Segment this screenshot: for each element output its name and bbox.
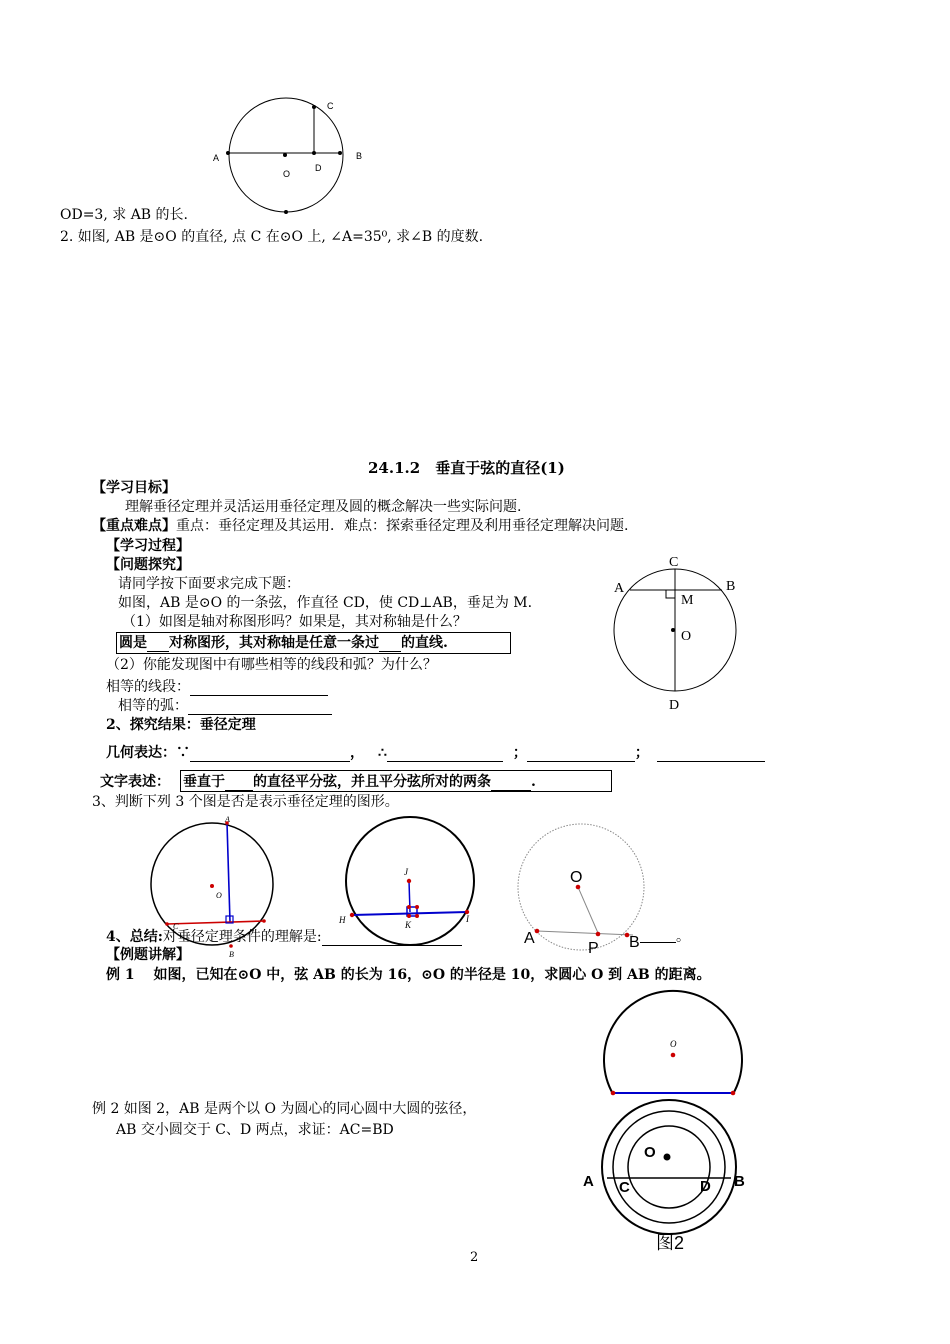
box2-part-3: . [531, 774, 536, 790]
label-o: O [644, 1144, 656, 1161]
example-2-line-1: 例 2 如图 2，AB 是两个以 O 为圆心的同心圆中大圆的弦径， [92, 1101, 477, 1117]
question-part-1: （1）如图是轴对称图形吗？如果是，其对称轴是什么？ [122, 614, 467, 630]
result-heading: 2、探究结果：垂径定理 [106, 717, 256, 733]
page-number: 2 [470, 1250, 479, 1265]
key-text: 重点：垂径定理及其运用．难点：探索垂径定理及利用垂径定理解决问题. [176, 518, 629, 534]
label-b: B [734, 1173, 745, 1190]
intro-line-2: 如图，AB 是⊙O 的一条弦，作直径 CD，使 CD⊥AB，垂足为 M. [118, 595, 533, 611]
section-title: 24.1.2 垂直于弦的直径(1) [368, 459, 565, 477]
box2-part-2: 的直径平分弦，并且平分弦所对的两条 [253, 774, 491, 790]
equal-segments-label: 相等的线段： [106, 679, 190, 695]
box1-part-3: 的直线. [401, 635, 448, 651]
label-a: A [614, 581, 625, 596]
geo-semicolon-2: ； [634, 745, 649, 761]
label-a: A [524, 930, 535, 947]
label-a: A [583, 1173, 594, 1190]
question-2: 2. 如图, AB 是⊙O 的直径, 点 C 在⊙O 上, ∠A=35⁰, 求∠B 的度数. [60, 229, 484, 245]
equal-arcs-label: 相等的弧： [118, 698, 188, 714]
label-p: P [588, 940, 599, 957]
text-expression-label: 文字表述： [100, 774, 170, 790]
label-o: O [283, 169, 291, 179]
summary-end: 。 [676, 929, 690, 945]
label-b: B [629, 934, 640, 951]
geo-comma: ， [350, 745, 364, 761]
label-j: J [404, 867, 408, 877]
box1-part-1: 圆是 [119, 635, 147, 651]
label-b: B [229, 950, 234, 959]
label-d: D [315, 163, 322, 173]
explore-heading: 【问题探究】 [106, 557, 190, 573]
label-o: O [216, 891, 222, 900]
intro-line-1: 请同学按下面要求完成下题： [118, 576, 300, 592]
label-c: C [327, 101, 334, 111]
key-heading: 【重点难点】 [92, 518, 176, 534]
label-i: I [466, 914, 469, 924]
label-m: M [681, 593, 694, 608]
geo-therefore: ∴ [378, 745, 387, 761]
label-b: B [726, 579, 736, 594]
label-o: O [670, 1039, 677, 1049]
process-heading: 【学习过程】 [106, 538, 190, 554]
example-heading: 【例题讲解】 [106, 947, 190, 963]
summary-text: 对垂径定理条件的理解是: [162, 929, 322, 945]
q1-tail: OD=3, 求 AB 的长. [60, 207, 188, 223]
question-part-2: （2）你能发现图中有哪些相等的线段和弧？为什么？ [106, 657, 437, 673]
geo-label: 几何表达：∵ [106, 745, 190, 761]
label-c: C [619, 1179, 630, 1196]
label-o: O [681, 629, 692, 644]
label-a: A [225, 815, 230, 824]
label-k: K [405, 920, 412, 930]
label-o: O [570, 869, 583, 886]
label-a: A [213, 153, 220, 163]
label-b: B [356, 151, 363, 161]
goal-heading: 【学习目标】 [92, 480, 176, 496]
goal-text: 理解垂径定理并灵活运用垂径定理及圆的概念解决一些实际问题. [125, 499, 522, 515]
label-d: D [700, 1178, 711, 1195]
label-c: C [669, 555, 679, 570]
geo-semicolon-1: ； [512, 745, 527, 761]
label-c: C [173, 922, 179, 931]
box1-part-2: 对称图形，其对称轴是任意一条过 [169, 635, 379, 651]
example-1: 例 1 如图，已知在⊙O 中，弦 AB 的长为 16，⊙O 的半径是 10，求圆心 O 到 AB 的距离。 [106, 967, 711, 983]
summary-label: 4、总结: [106, 929, 163, 945]
judge-question: 3、判断下列 3 个图是否是表示垂径定理的图形。 [92, 794, 399, 810]
label-h: H [339, 915, 346, 925]
label-d: D [669, 698, 680, 713]
example-2-line-2: AB 交小圆交于 C、D 两点，求证：AC=BD [116, 1122, 394, 1138]
box2-part-1: 垂直于 [183, 774, 225, 790]
figure-2-caption: 图2 [656, 1233, 685, 1253]
